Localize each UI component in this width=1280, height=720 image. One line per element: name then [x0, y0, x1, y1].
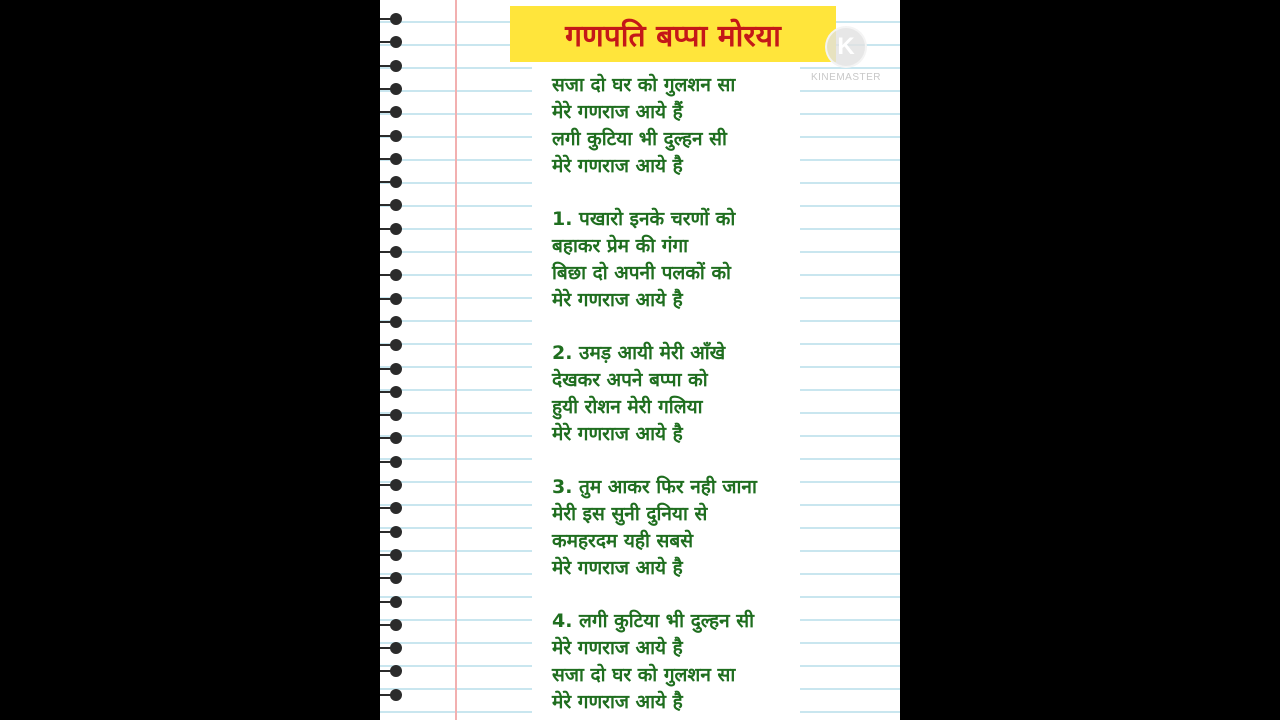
lyric-line: मेरे गणराज आये है	[552, 423, 683, 445]
stanza-1	[552, 72, 852, 180]
spiral-ring	[390, 502, 402, 514]
spiral-ring	[390, 665, 402, 677]
lyric-line: मेरे गणराज आये है	[552, 155, 683, 177]
lyric-line: मेरी इस सुनी दुनिया से	[552, 503, 708, 525]
spiral-ring	[390, 153, 402, 165]
spiral-ring	[390, 246, 402, 258]
spiral-ring	[390, 526, 402, 538]
stanza-5	[552, 608, 852, 716]
lyric-line: देखकर अपने बप्पा को	[552, 369, 708, 391]
lyric-line: सजा दो घर को गुलशन सा	[552, 74, 736, 96]
lyric-line: मेरे गणराज आये है	[552, 557, 683, 579]
page-title: गणपति बप्पा मोरया	[565, 18, 781, 54]
watermark-text: KINEMASTER	[810, 72, 881, 83]
lyric-line: बिछा दो अपनी पलकों को	[552, 262, 731, 284]
spiral-ring	[390, 316, 402, 328]
spiral-ring	[390, 339, 402, 351]
lyric-line: लगी कुटिया भी दुल्हन सी	[552, 128, 727, 150]
lyric-line: हुयी रोशन मेरी गलिया	[552, 396, 703, 418]
lyric-line: मेरे गणराज आये है	[552, 289, 683, 311]
lyric-line: 2. उमड़ आयी मेरी आँखे	[552, 342, 726, 364]
spiral-ring	[390, 269, 402, 281]
spiral-ring	[390, 199, 402, 211]
spiral-ring	[390, 60, 402, 72]
lyric-line: मेरे गणराज आये हैं	[552, 101, 683, 123]
title-banner	[510, 6, 836, 62]
spiral-ring	[390, 549, 402, 561]
spiral-ring	[390, 456, 402, 468]
spiral-ring	[390, 293, 402, 305]
spiral-ring	[390, 176, 402, 188]
stanza-3	[552, 340, 852, 448]
spiral-ring	[390, 619, 402, 631]
spiral-ring	[390, 130, 402, 142]
spiral-ring	[390, 479, 402, 491]
kinemaster-logo-icon: K	[825, 26, 867, 68]
lyric-line: 3. तुम आकर फिर नही जाना	[552, 476, 757, 498]
spiral-ring	[390, 409, 402, 421]
spiral-ring	[390, 572, 402, 584]
lyric-line: 1. पखारो इनके चरणों को	[552, 208, 736, 230]
spiral-ring	[390, 386, 402, 398]
lyric-line: कमहरदम यही सबसे	[552, 530, 694, 552]
spiral-ring	[390, 36, 402, 48]
margin-line	[455, 0, 457, 720]
lyric-line: सजा दो घर को गुलशन सा	[552, 664, 736, 686]
spiral-ring	[390, 363, 402, 375]
spiral-ring	[390, 642, 402, 654]
spiral-ring	[390, 223, 402, 235]
lyrics	[552, 72, 852, 720]
spiral-ring	[390, 83, 402, 95]
spiral-ring	[390, 432, 402, 444]
spiral-ring	[390, 596, 402, 608]
stanza-2	[552, 206, 852, 314]
spiral-ring	[390, 689, 402, 701]
lyric-line: 4. लगी कुटिया भी दुल्हन सी	[552, 610, 754, 632]
stanza-4	[552, 474, 852, 582]
lyric-line: मेरे गणराज आये है	[552, 637, 683, 659]
spiral-ring	[390, 13, 402, 25]
lyric-line: बहाकर प्रेम की गंगा	[552, 235, 689, 257]
notebook-page	[380, 0, 900, 720]
lyric-line: मेरे गणराज आये है	[552, 691, 683, 713]
spiral-ring	[390, 106, 402, 118]
